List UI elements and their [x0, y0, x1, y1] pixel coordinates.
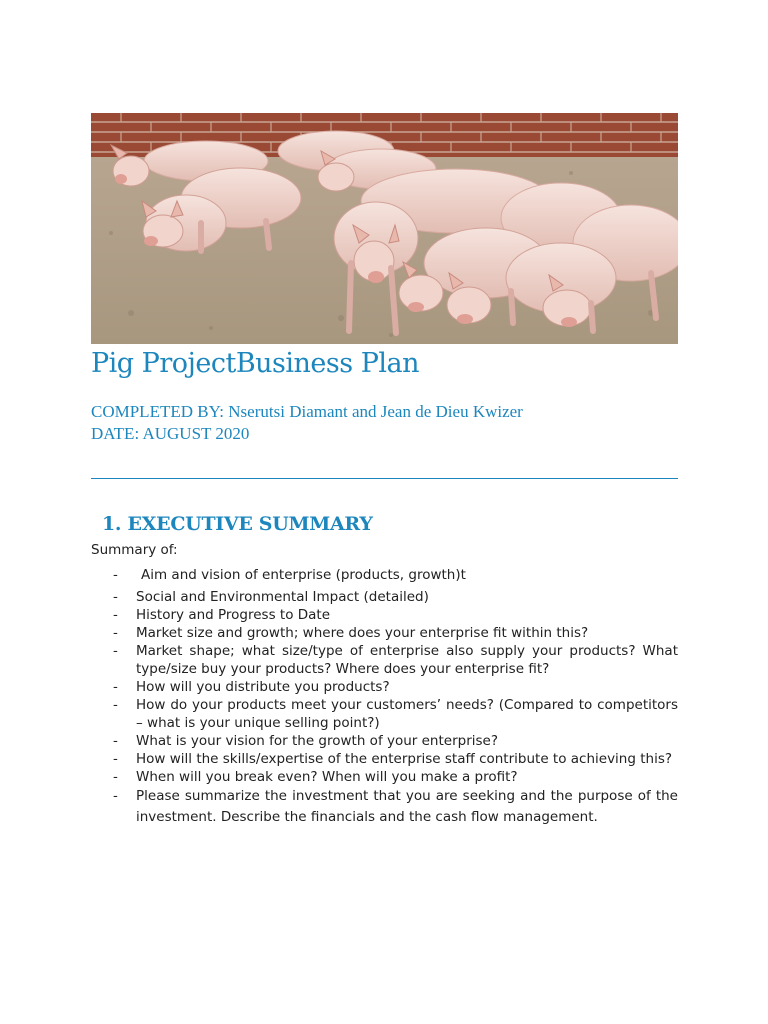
- dash-bullet: -: [113, 788, 118, 804]
- dash-bullet: -: [113, 625, 118, 641]
- list-item: [91, 750, 678, 768]
- completed-by-line: COMPLETED BY: Nserutsi Diamant and Jean de Dieu Kwizer: [91, 402, 523, 421]
- list-item: [91, 624, 678, 642]
- section-heading: 1. EXECUTIVE SUMMARY: [102, 513, 373, 535]
- horizontal-divider: [91, 478, 678, 479]
- dash-bullet: -: [113, 679, 118, 695]
- dash-bullet: -: [113, 733, 118, 749]
- list-item: [91, 732, 678, 750]
- dash-bullet: -: [113, 607, 118, 623]
- list-item-text: How will the skills/expertise of the enterprise staff contribute to achieving this?: [136, 751, 673, 767]
- list-item: [91, 606, 678, 624]
- date-line: DATE: AUGUST 2020: [91, 424, 250, 443]
- dash-bullet: -: [113, 567, 118, 583]
- dash-bullet: -: [113, 589, 118, 605]
- dash-bullet: -: [113, 751, 118, 767]
- list-item-text: Market size and growth; where does your enterprise fit within this?: [136, 625, 589, 641]
- list-item: [91, 768, 678, 786]
- summary-intro: Summary of:: [91, 542, 178, 558]
- list-item-text: Market shape; what size/type of enterprise also supply your products? What type/size buy your products? Where does your enterprise fit?: [136, 643, 678, 677]
- pigs-photo-illustration: [91, 113, 678, 344]
- list-item-text: When will you break even? When will you make a profit?: [136, 769, 518, 785]
- list-item: [91, 566, 678, 584]
- dash-bullet: -: [113, 769, 118, 785]
- document-title: Pig ProjectBusiness Plan: [91, 348, 419, 379]
- list-item-text: Social and Environmental Impact (detailed): [136, 589, 429, 605]
- summary-list: [91, 566, 678, 828]
- list-item-text: Aim and vision of enterprise (products, growth)t: [141, 567, 466, 583]
- list-item-text: How will you distribute you products?: [136, 679, 390, 695]
- list-item: [91, 678, 678, 696]
- list-item-text: Please summarize the investment that you are seeking and the purpose of the investment. Describe the financials and the cash flow management.: [136, 788, 678, 825]
- list-item: [91, 696, 678, 732]
- list-item: [91, 588, 678, 606]
- list-item-text: History and Progress to Date: [136, 607, 331, 623]
- pigs-photo: [91, 113, 678, 344]
- list-item-text: What is your vision for the growth of your enterprise?: [136, 733, 499, 749]
- dash-bullet: -: [113, 697, 118, 713]
- list-item: [91, 786, 678, 828]
- dash-bullet: -: [113, 643, 118, 659]
- list-item-text: How do your products meet your customers’ needs? (Compared to competitors – what is your unique selling point?): [136, 697, 678, 731]
- list-item: [91, 642, 678, 678]
